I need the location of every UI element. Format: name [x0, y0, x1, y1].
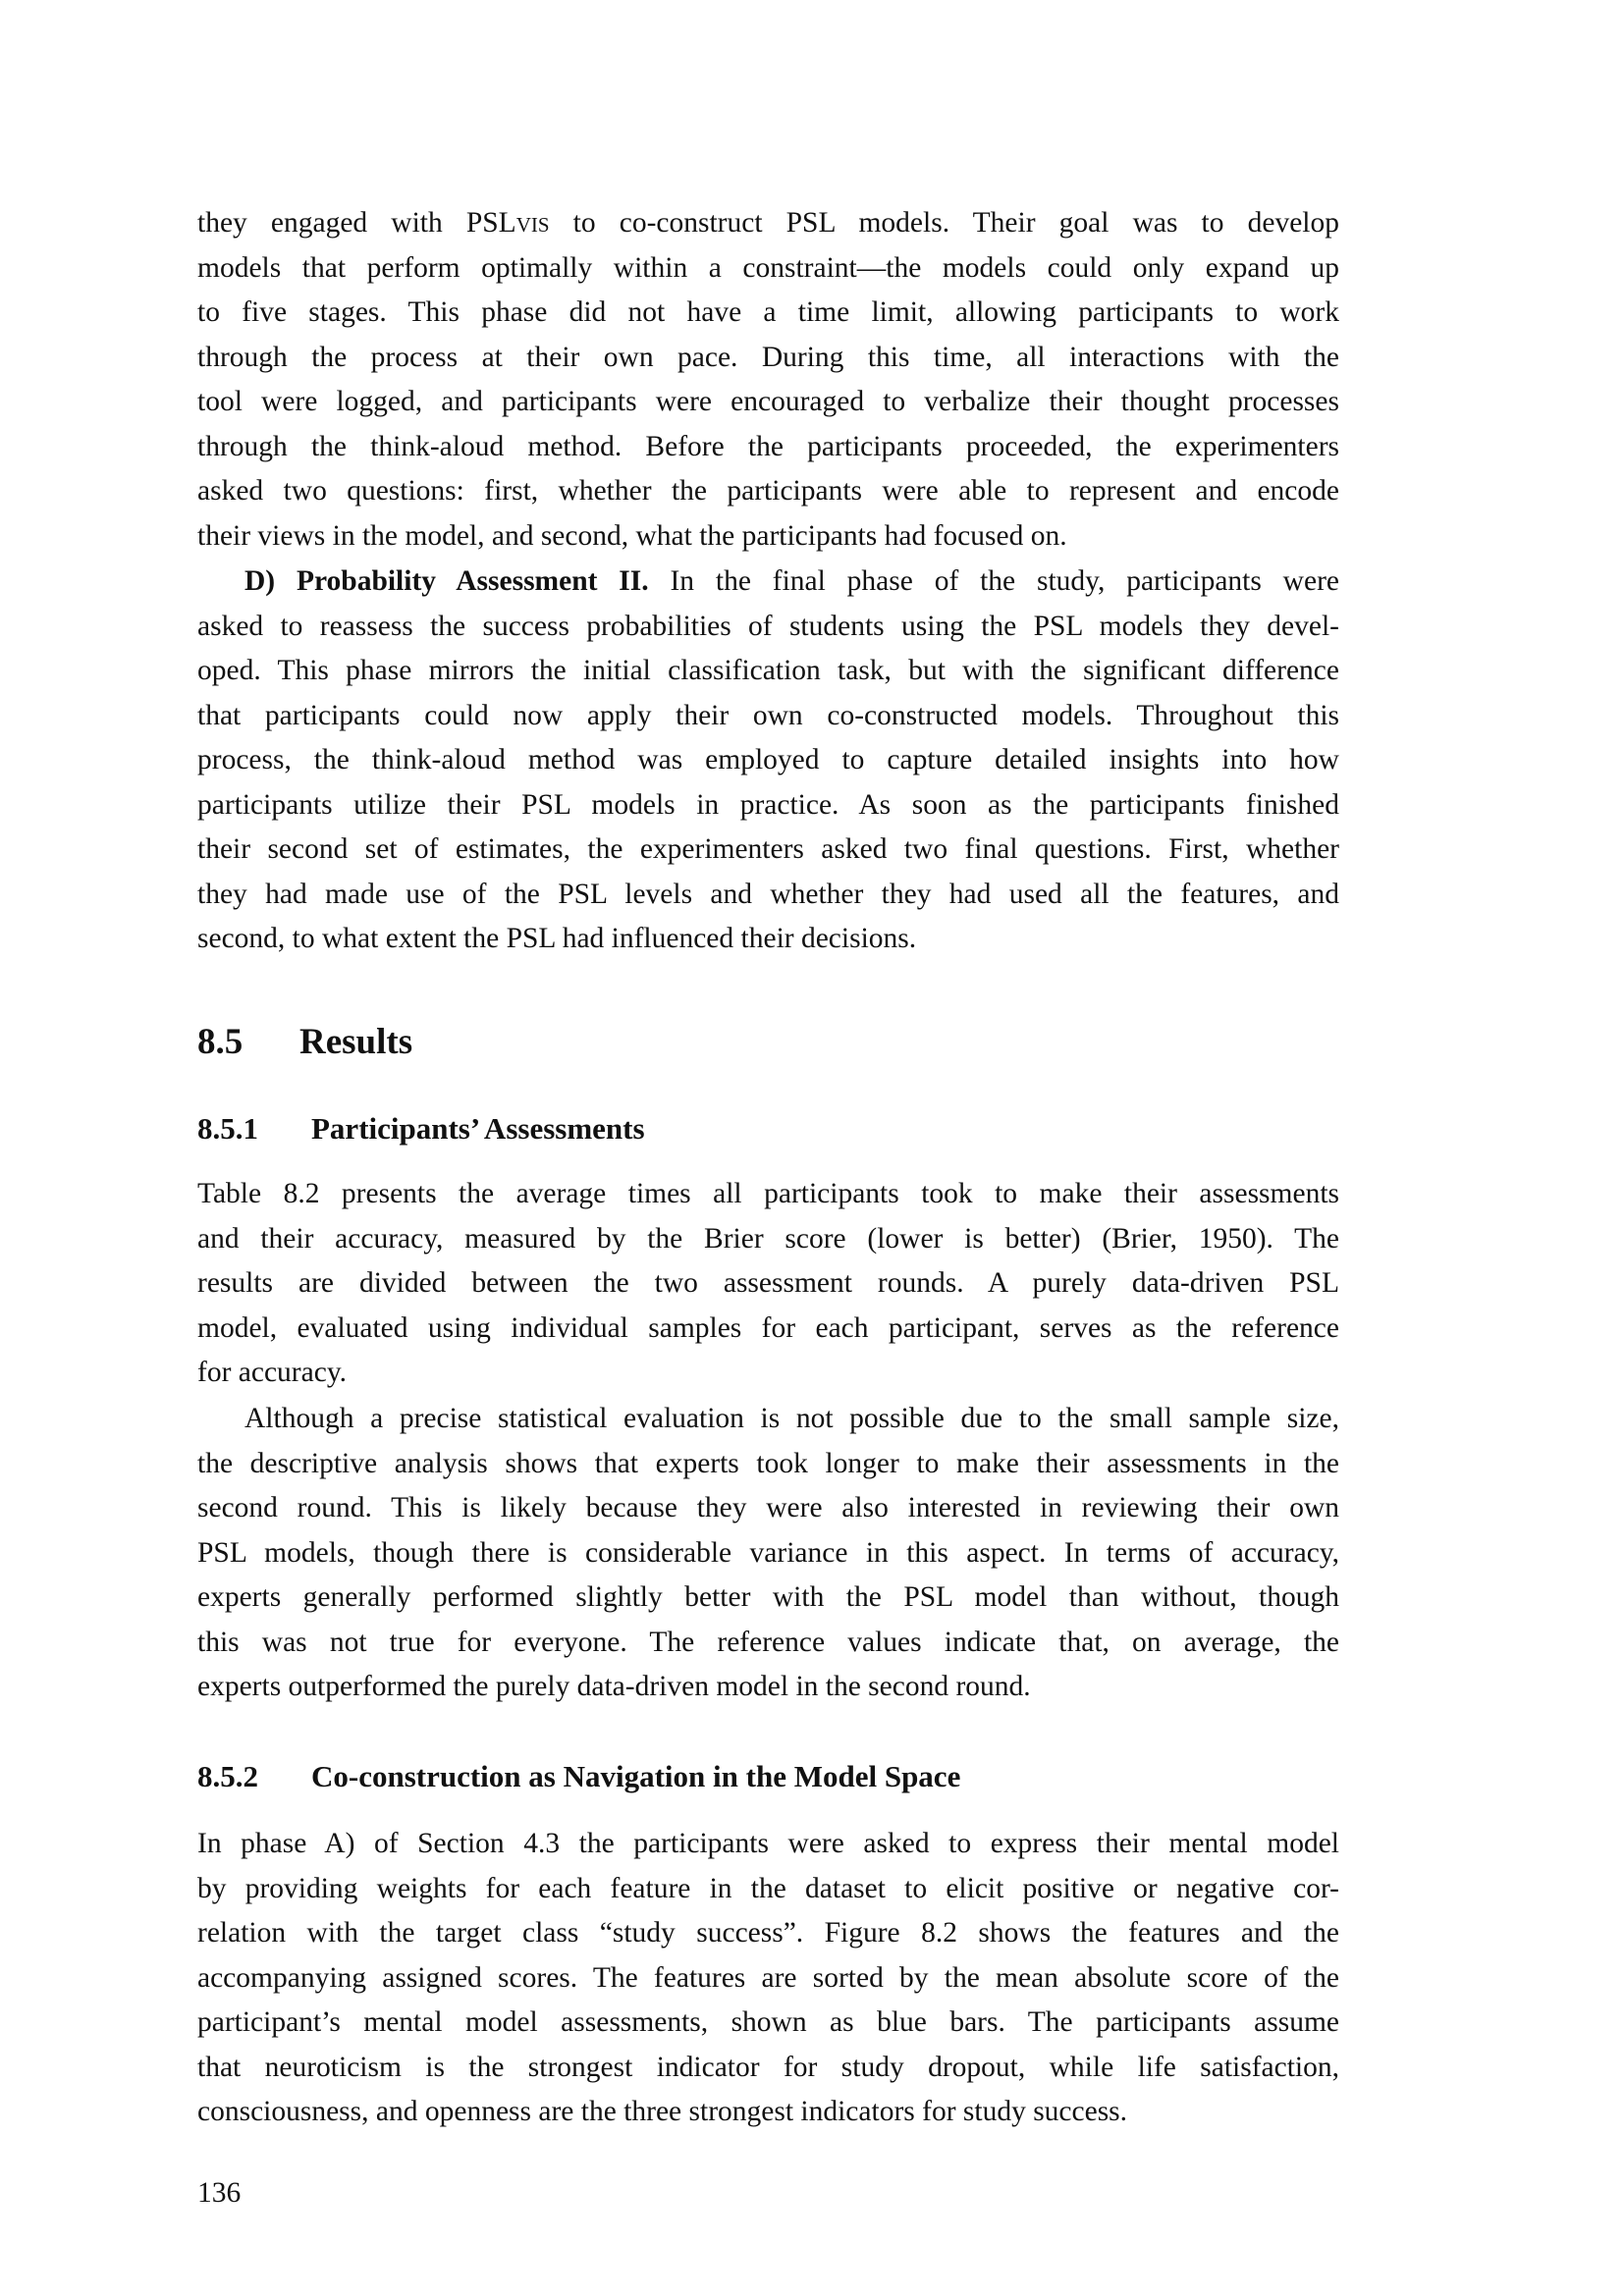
paragraph-co-construction — [197, 1822, 1339, 2135]
text-line — [197, 201, 1339, 246]
paragraph-phase-c — [197, 201, 1339, 559]
text-line: Table 8.2 presents the average times all participants took to make their assessments — [197, 1178, 1339, 1209]
text-line: results are divided between the two assessment rounds. A purely data-driven PSL — [197, 1267, 1339, 1299]
text-line: and their accuracy, measured by the Brier score (lower is better) (Brier, 1950). The — [197, 1222, 1339, 1255]
section-number: 8.5.2 — [197, 1759, 258, 1793]
section-title: Participants’ Assessments — [311, 1111, 645, 1146]
text-line: PSL models, though there is considerable variance in this aspect. In terms of accuracy, — [197, 1536, 1339, 1569]
text-line — [197, 560, 1339, 605]
text-line: the descriptive analysis shows that experts took longer to make their assessments in the — [197, 1447, 1339, 1479]
text-line: second round. This is likely because they were also interested in reviewing their own — [197, 1492, 1339, 1523]
text-line: to five stages. This phase did not have a time limit, allowing participants to work — [197, 296, 1339, 328]
text-line: experts generally performed slightly better with the PSL model than without, though — [197, 1581, 1339, 1613]
text-line: asked to reassess the success probabilities of students using the PSL models they devel- — [197, 610, 1339, 642]
subsection-heading-8-5-2 — [197, 1759, 960, 1794]
text-span: they engaged with PSL — [197, 207, 516, 239]
text-line: that neuroticism is the strongest indicator for study dropout, while life satisfaction, — [197, 2051, 1339, 2083]
text-span: In the final phase of the study, participants were — [648, 565, 1339, 597]
text-line: Although a precise statistical evaluation is not possible due to the small sample size, — [244, 1403, 1339, 1434]
section-number: 8.5 — [197, 1022, 244, 1062]
text-line: process, the think-aloud method was employed to capture detailed insights into how — [197, 744, 1339, 775]
text-line: accompanying assigned scores. The features are sorted by the mean absolute score of the — [197, 1961, 1339, 1994]
tool-name-smallcaps: vis — [515, 207, 550, 239]
text-line: asked two questions: first, whether the participants were able to represent and encode — [197, 475, 1339, 507]
section-title: Co-construction as Navigation in the Model Space — [311, 1759, 961, 1793]
text-line: their second set of estimates, the experimenters asked two final questions. First, whether — [197, 833, 1339, 865]
text-line: that participants could now apply their own co-constructed models. Throughout this — [197, 699, 1339, 731]
text-line: participant’s mental model assessments, shown as blue bars. The participants assume — [197, 2006, 1339, 2038]
text-line: oped. This phase mirrors the initial classification task, but with the significant difference — [197, 655, 1339, 686]
text-line: tool were logged, and participants were encouraged to verbalize their thought processes — [197, 386, 1339, 417]
text-line: consciousness, and openness are the three strongest indicators for study success. — [197, 2096, 1128, 2127]
text-line: models that perform optimally within a constraint—the models could only expand up — [197, 251, 1339, 284]
phase-label: D) Probability Assessment II. — [244, 565, 649, 597]
text-line: their views in the model, and second, what the participants had focused on. — [197, 519, 1067, 552]
section-title: Results — [299, 1022, 413, 1062]
section-number: 8.5.1 — [197, 1111, 258, 1146]
paragraph-phase-d — [197, 560, 1339, 962]
text-line: this was not true for everyone. The reference values indicate that, on average, the — [197, 1626, 1339, 1658]
text-line: participants utilize their PSL models in practice. As soon as the participants finished — [197, 788, 1339, 821]
text-line: experts outperformed the purely data-driven model in the second round. — [197, 1671, 1031, 1702]
text-line: they had made use of the PSL levels and whether they had used all the features, and — [197, 878, 1339, 910]
subsection-heading-8-5-1 — [197, 1111, 645, 1147]
text-line: In phase A) of Section 4.3 the participants were asked to express their mental model — [197, 1828, 1339, 1859]
text-line: relation with the target class “study success”. Figure 8.2 shows the features and the — [197, 1917, 1339, 1949]
paragraph-assessments — [197, 1172, 1339, 1396]
text-line: for accuracy. — [197, 1357, 348, 1388]
text-line: model, evaluated using individual samples for each participant, serves as the reference — [197, 1311, 1339, 1344]
text-line: by providing weights for each feature in the dataset to elicit positive or negative cor- — [197, 1872, 1339, 1904]
text-line: through the process at their own pace. During this time, all interactions with the — [197, 341, 1339, 373]
text-span: to co-construct PSL models. Their goal was to develop — [549, 207, 1339, 239]
text-line: through the think-aloud method. Before the participants proceeded, the experimenters — [197, 430, 1339, 462]
page-number: 136 — [197, 2177, 242, 2209]
text-line: second, to what extent the PSL had influenced their decisions. — [197, 923, 917, 954]
paragraph-analysis — [197, 1397, 1339, 1710]
section-heading-8-5 — [197, 1021, 412, 1063]
